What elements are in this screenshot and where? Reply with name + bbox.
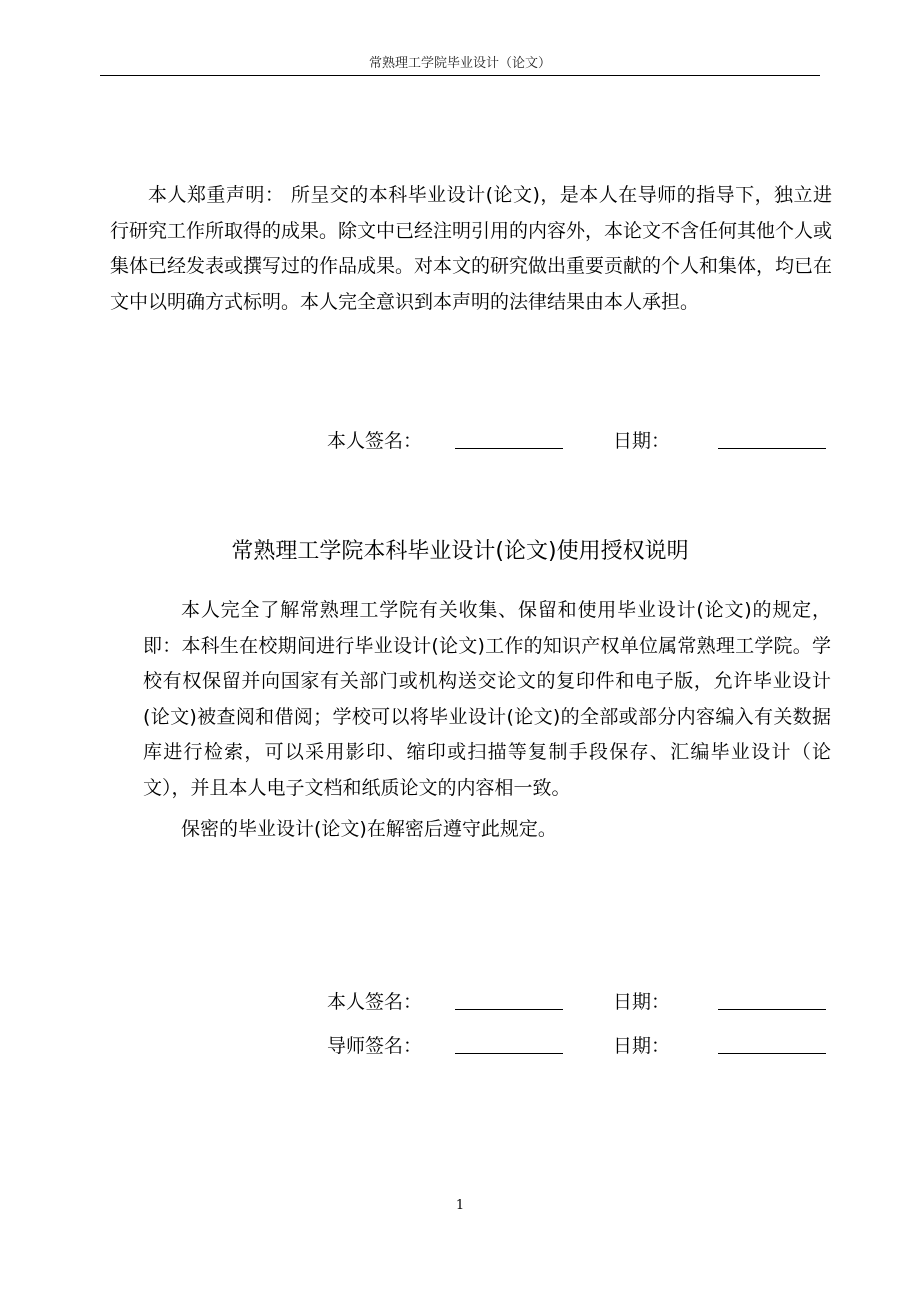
- supervisor-date-label: 日期：: [613, 1035, 671, 1057]
- authorization-paragraph-2: 保密的毕业设计(论文)在解密后遵守此规定。: [181, 818, 557, 840]
- author-signature-line[interactable]: [455, 448, 563, 449]
- page-number: 1: [455, 1198, 465, 1213]
- author-signature-label: 本人签名：: [327, 991, 423, 1013]
- author-signature-label: 本人签名：: [327, 430, 423, 452]
- signature-row-supervisor: [0, 1031, 920, 1061]
- supervisor-signature-label: 导师签名：: [327, 1035, 423, 1057]
- authorization-title: 常熟理工学院本科毕业设计(论文)使用授权说明: [231, 539, 689, 564]
- date-label: 日期：: [613, 430, 671, 452]
- authorization-paragraph-1: 本人完全了解常熟理工学院有关收集、保留和使用毕业设计(论文)的规定，即：本科生在校期间进行毕业设计(论文)工作的知识产权单位属常熟理工学院。学校有权保留并向国家有关部门或机构送交论文的复印件和电子版，允许毕业设计(论文)被查阅和借阅；学校可以将毕业设计(论文)的全部或部分内容编入有关数据库进行检索，可以采用影印、缩印或扫描等复制手段保存、汇编毕业设计（论文），并且本人电子文档和纸质论文的内容相一致。: [143, 599, 831, 799]
- author-date-label: 日期：: [613, 991, 671, 1013]
- running-header: 常熟理工学院毕业设计（论文）: [368, 56, 551, 71]
- author-signature-line[interactable]: [455, 1009, 563, 1010]
- author-date-line[interactable]: [718, 1009, 826, 1010]
- authorization-section: [143, 593, 831, 848]
- declaration-section: [110, 178, 832, 320]
- signature-row-declaration: [0, 426, 920, 456]
- date-line[interactable]: [718, 448, 826, 449]
- supervisor-signature-line[interactable]: [455, 1053, 563, 1054]
- header-rule: [100, 75, 820, 76]
- signature-row-author: [0, 987, 920, 1017]
- supervisor-date-line[interactable]: [718, 1053, 826, 1054]
- declaration-text: 本人郑重声明： 所呈交的本科毕业设计(论文)，是本人在导师的指导下，独立进行研究工作所取得的成果。除文中已经注明引用的内容外，本论文不含任何其他个人或集体已经发表或撰写过的作品成果。对本文的研究做出重要贡献的个人和集体，均已在文中以明确方式标明。本人完全意识到本声明的法律结果由本人承担。: [110, 184, 833, 313]
